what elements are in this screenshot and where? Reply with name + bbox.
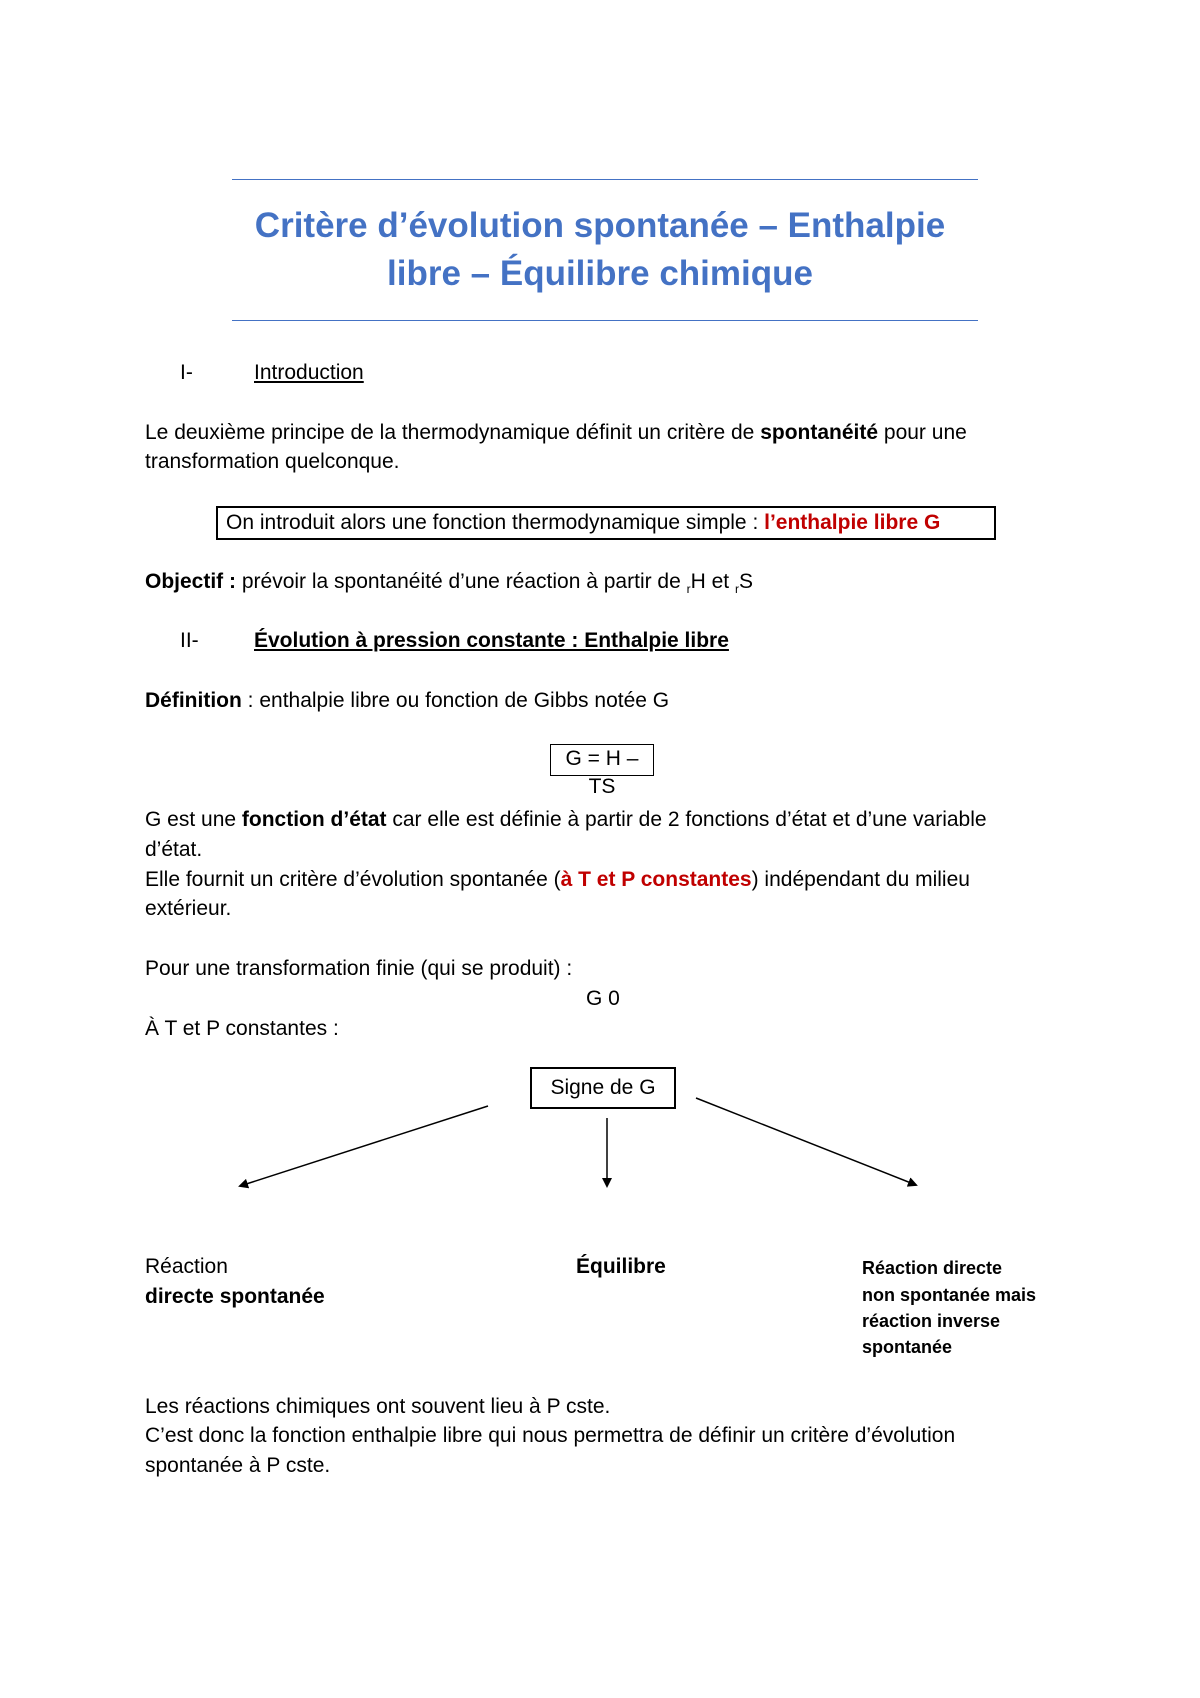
p1-text: G est une	[145, 808, 242, 831]
intro-paragraph-line-2: transformation quelconque.	[145, 450, 400, 473]
objective-subscript-2: r	[734, 582, 739, 597]
arrow-left	[240, 1106, 488, 1186]
intro-text: Le deuxième principe de la thermodynamique définit un critère de	[145, 421, 761, 444]
left-outcome-line-2: directe spontanée	[145, 1285, 325, 1308]
right-outcome-line-2: non spontanée mais	[862, 1285, 1037, 1305]
closing-line-2: C’est donc la fonction enthalpie libre qui nous permettra de définir un critère d’évolution	[145, 1424, 956, 1447]
finite-transformation-line: Pour une transformation finie (qui se produit) :	[145, 957, 573, 980]
objective-subscript-1: r	[686, 582, 691, 597]
p1-text-end: car elle est définie à partir de 2 fonctions d’état et d’une variable	[386, 808, 987, 831]
section-2-heading: Évolution à pression constante : Enthalpie libre	[254, 629, 729, 652]
section-2-number: II-	[180, 629, 199, 652]
criterion-line-2: extérieur.	[145, 897, 232, 920]
p1-bold: fonction d’état	[241, 808, 387, 831]
box-red-text: l’enthalpie libre G	[764, 511, 941, 534]
right-outcome-line-3: réaction inverse	[862, 1311, 1001, 1331]
objective-end: S	[738, 570, 753, 593]
right-outcome-line-4: spontanée	[862, 1337, 953, 1357]
intro-bold-spontaneite: spontanéité	[760, 421, 879, 444]
title-line-1: Critère d’évolution spontanée – Enthalpie	[254, 206, 946, 245]
sign-of-g-box: Signe de G	[530, 1067, 676, 1109]
p2-text-end: ) indépendant du milieu	[751, 868, 970, 891]
section-1-number: I-	[180, 361, 193, 384]
title-line-2: libre – Équilibre chimique	[387, 254, 813, 293]
closing-line-1: Les réactions chimiques ont souvent lieu à P cste.	[145, 1395, 611, 1418]
section-1-heading: Introduction	[254, 361, 364, 384]
closing-line-3: spontanée à P cste.	[145, 1454, 331, 1477]
state-function-line-2: d’état.	[145, 838, 203, 861]
middle-outcome: Équilibre	[576, 1255, 666, 1278]
definition-text: : enthalpie libre ou fonction de Gibbs notée G	[241, 689, 670, 712]
formula-box: G = H – TS	[550, 744, 654, 776]
intro-text-end: pour une	[878, 421, 967, 444]
objective-label: Objectif :	[145, 570, 237, 593]
box-text: On introduit alors une fonction thermodynamique simple :	[226, 511, 765, 534]
p2-text: Elle fournit un critère d’évolution spontanée (	[145, 868, 561, 891]
objective-text: prévoir la spontanéité d’une réaction à partir de	[236, 570, 687, 593]
gibbs-inequality: G 0	[586, 987, 620, 1010]
left-outcome-line-1: Réaction	[145, 1255, 228, 1278]
objective-mid: H et	[690, 570, 735, 593]
p2-red: à T et P constantes	[560, 868, 752, 891]
arrow-right	[696, 1098, 916, 1185]
definition-label: Définition	[145, 689, 242, 712]
right-outcome-line-1: Réaction directe	[862, 1258, 1003, 1278]
constant-tp-line: À T et P constantes :	[145, 1017, 339, 1040]
